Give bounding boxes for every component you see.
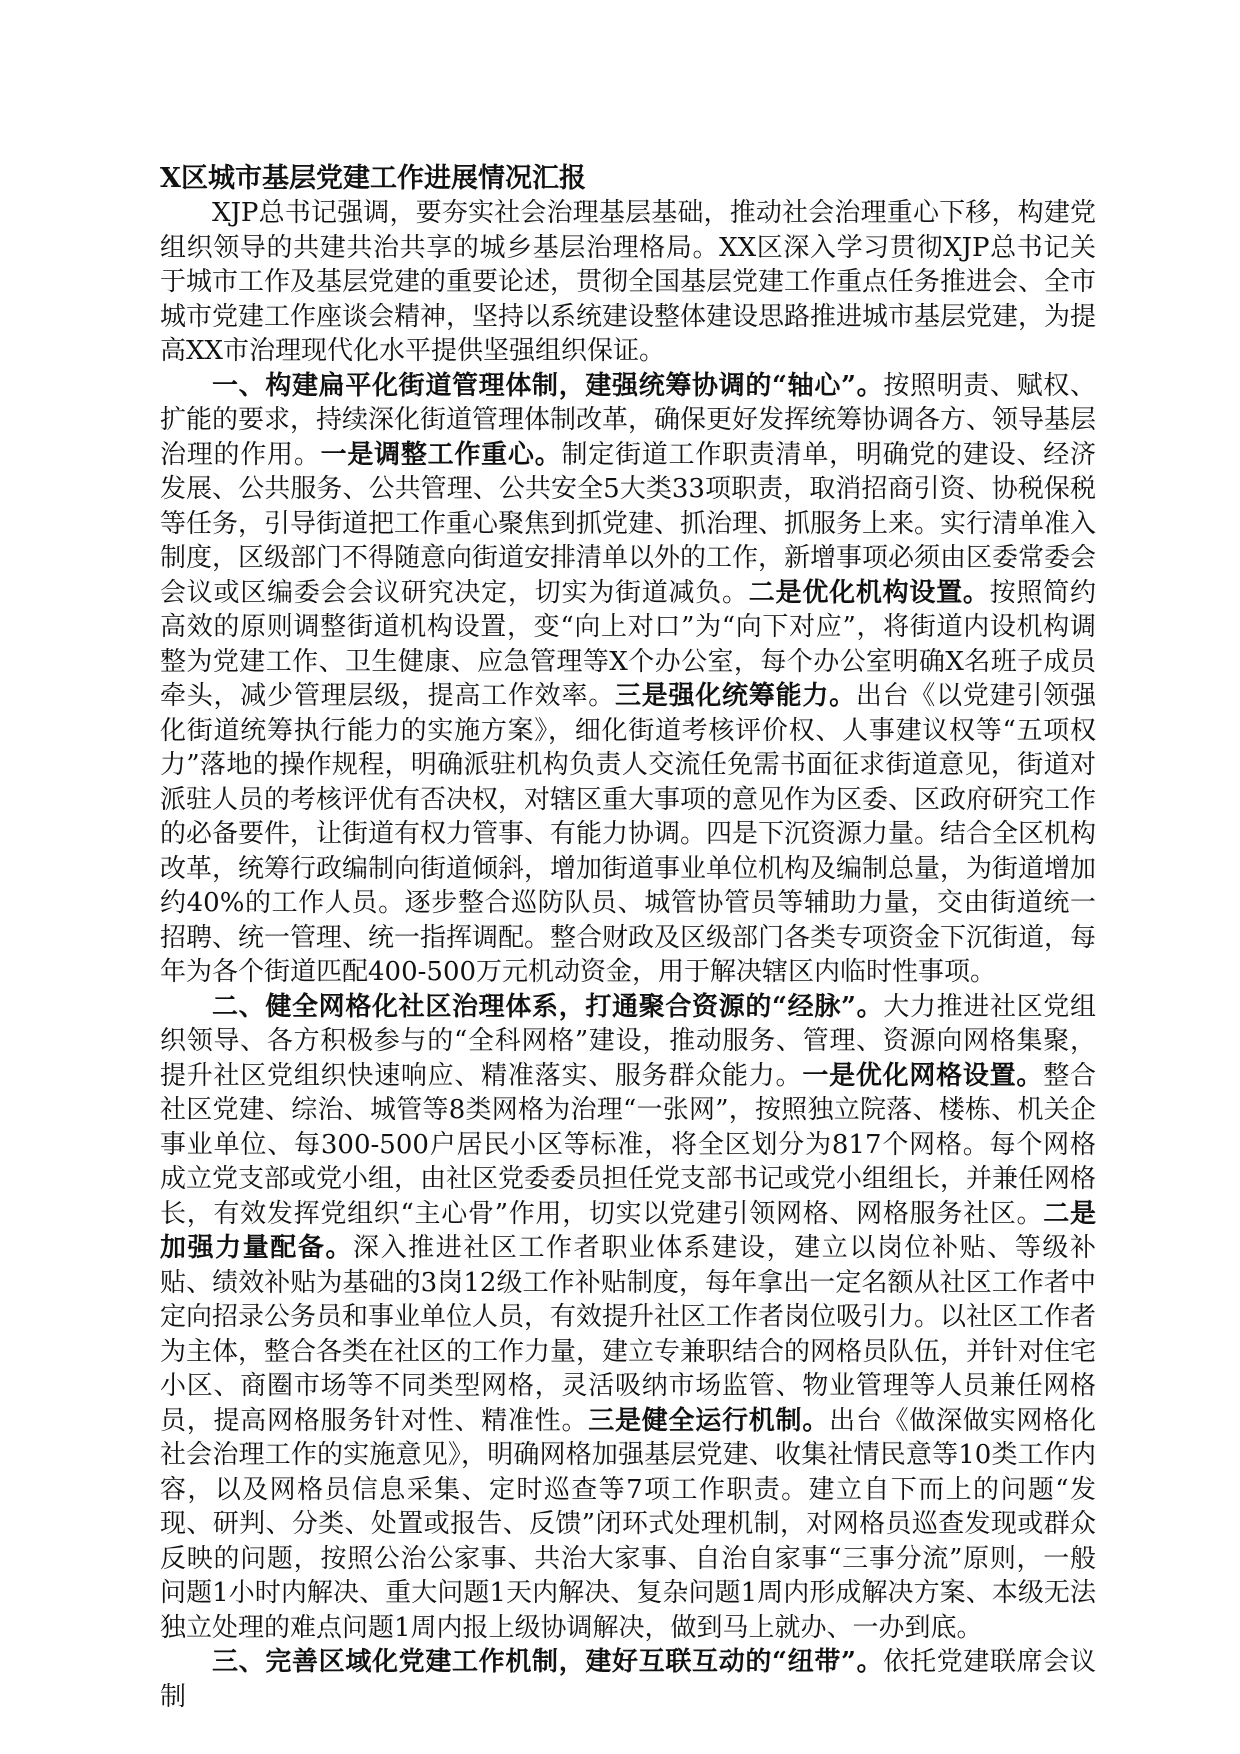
section-3-heading: 三、完善区域化党建工作机制，建好互联互动的“纽带”。 xyxy=(212,1647,884,1677)
document-page xyxy=(160,162,1096,1714)
section-1-text-2: 制定街道工作职责清单，明确党的建设、经济发展、公共服务、公共管理、公共安全5大类33项职责，取消招商引资、协税保税等任务，引导街道把工作重心聚焦到抓党建、抓治理、抓服务上来。实行清单准入制度，区级部门不得随意向街道安排清单以外的工作，新增事项必须由区委常委会会议或区编委会会议研究决定，切实为街道减负。 xyxy=(160,439,1097,608)
section-3-text-1: 依托党建联席会议制 xyxy=(160,1647,1096,1712)
section-3-paragraph xyxy=(160,1645,1096,1714)
section-2-paragraph xyxy=(160,990,1096,1646)
section-2-text-4: 出台《做深做实网格化社会治理工作的实施意见》，明确网格加强基层党建、收集社情民意等10类工作内容，以及网格员信息采集、定时巡查等7项工作职责。建立自下而上的问题“发现、研判、分类、处置或报告、反馈”闭环式处理机制，对网格员巡查发现或群众反映的问题，按照公治公家事、共治大家事、自治自家事“三事分流”原则，一般问题1小时内解决、重大问题1天内解决、复杂问题1周内形成解决方案、本级无法独立处理的难点问题1周内报上级协调解决，做到马上就办、一办到底。 xyxy=(160,1405,1096,1643)
section-2-text-1: 大力推进社区党组织领导、各方积极参与的“全科网格”建设，推动服务、管理、资源向网格集聚，提升社区党组织快速响应、精准落实、服务群众能力。 xyxy=(160,991,1096,1091)
section-2-point-2: 二是加强力量配备。 xyxy=(160,1198,1096,1263)
section-2-point-3: 三是健全运行机制。 xyxy=(588,1405,830,1436)
section-1-paragraph xyxy=(160,369,1096,990)
section-1-heading: 一、构建扁平化街道管理体制，建强统筹协调的“轴心”。 xyxy=(212,370,884,401)
section-1-text-3: 按照简约高效的原则调整街道机构设置，变“向上对口”为“向下对应”，将街道内设机构调整为党建工作、卫生健康、应急管理等X个办公室，每个办公室明确X名班子成员牵头，减少管理层级，提高工作效率。 xyxy=(160,577,1096,711)
section-1-text-4: 出台《以党建引领强化街道统筹执行能力的实施方案》，细化街道考核评价权、人事建议权等“五项权力”落地的操作规程，明确派驻机构负责人交流任免需书面征求街道意见，街道对派驻人员的考核评优有否决权，对辖区重大事项的意见作为区委、区政府研究工作的必备要件，让街道有权力管事、有能力协调。四是下沉资源力量。结合全区机构改革，统筹行政编制向街道倾斜，增加街道事业单位机构及编制总量，为街道增加约40%的工作人员。逐步整合巡防队员、城管协管员等辅助力量，交由街道统一招聘、统一管理、统一指挥调配。整合财政及区级部门各类专项资金下沉街道，每年为各个街道匹配400-500万元机动资金，用于解决辖区内临时性事项。 xyxy=(160,681,1097,987)
intro-paragraph: XJP总书记强调，要夯实社会治理基层基础，推动社会治理重心下移，构建党组织领导的共建共治共享的城乡基层治理格局。XX区深入学习贯彻XJP总书记关于城市工作及基层党建的重要论述，贯彻全国基层党建工作重点任务推进会、全市城市党建工作座谈会精神，坚持以系统建设整体建设思路推进城市基层党建，为提高XX市治理现代化水平提供坚强组织保证。 xyxy=(160,198,1097,366)
section-2-text-3: 深入推进社区工作者职业体系建设，建立以岗位补贴、等级补贴、绩效补贴为基础的3岗12级工作补贴制度，每年拿出一定名额从社区工作者中定向招录公务员和事业单位人员，有效提升社区工作者岗位吸引力。以社区工作者为主体，整合各类在社区的工作力量，建立专兼职结合的网格员队伍，并针对住宅小区、商圈市场等不同类型网格，灵活吸纳市场监管、物业管理等人员兼任网格员，提高网格服务针对性、精准性。 xyxy=(160,1233,1097,1436)
section-1-point-2: 二是优化机构设置。 xyxy=(748,577,990,608)
section-2-text-2: 整合社区党建、综治、城管等8类网格为治理“一张网”，按照独立院落、楼栋、机关企事业单位、每300-500户居民小区等标准，将全区划分为817个网格。每个网格成立党支部或党小组，由社区党委委员担任党支部书记或党小组组长，并兼任网格长，有效发挥党组织“主心骨”作用，切实以党建引领网格、网格服务社区。 xyxy=(160,1060,1097,1229)
document-title: X区城市基层党建工作进展情况汇报 xyxy=(160,163,586,194)
section-2-point-1: 一是优化网格设置。 xyxy=(802,1060,1044,1091)
section-1-point-3: 三是强化统筹能力。 xyxy=(614,681,856,711)
section-1-text-1: 按照明责、赋权、扩能的要求，持续深化街道管理体制改革，确保更好发挥统筹协调各方、领导基层治理的作用。 xyxy=(160,370,1097,470)
section-2-heading: 二、健全网格化社区治理体系，打通聚合资源的“经脉”。 xyxy=(212,991,884,1022)
section-1-point-1: 一是调整工作重心。 xyxy=(320,439,562,470)
